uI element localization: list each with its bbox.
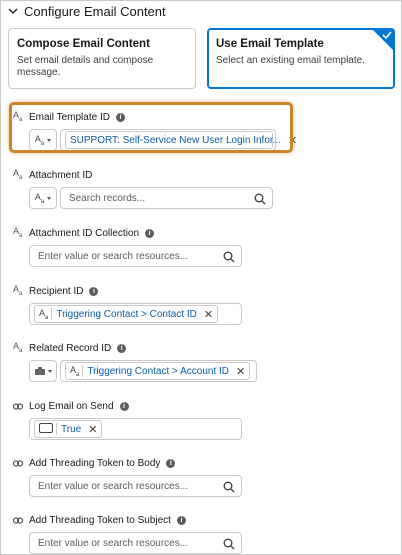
threading-subject-input[interactable]	[29, 532, 242, 554]
pill-label: Triggering Contact > Account ID	[87, 365, 230, 377]
field-label: Attachment ID	[29, 169, 93, 181]
value-pill[interactable]	[34, 420, 102, 438]
field-label: Add Threading Token to Subject	[29, 514, 171, 526]
use-template-card[interactable]	[207, 28, 395, 89]
compose-card-title: Compose Email Content	[17, 38, 150, 50]
resource-type-picker[interactable]	[29, 360, 57, 382]
field-attachment-id-collection	[13, 226, 393, 267]
compose-card-desc: Set email details and compose message.	[17, 55, 154, 78]
info-icon[interactable]: i	[117, 344, 126, 353]
info-icon[interactable]: i	[166, 459, 175, 468]
info-icon[interactable]: i	[89, 287, 98, 296]
section-title: Configure Email Content	[24, 3, 166, 19]
text-type-icon: $A_a$	[13, 341, 23, 354]
field-email-template-id	[13, 110, 393, 151]
field-log-email-on-send	[13, 399, 393, 440]
field-label: Related Record ID	[29, 342, 112, 354]
info-icon[interactable]: i	[145, 229, 154, 238]
boolean-type-icon	[13, 460, 23, 467]
boolean-type-icon	[13, 517, 23, 524]
threading-body-input[interactable]	[29, 475, 242, 497]
field-recipient-id	[13, 284, 393, 325]
search-icon	[223, 481, 235, 493]
field-label: Email Template ID	[29, 111, 110, 123]
compose-email-card[interactable]	[8, 28, 196, 89]
template-card-title: Use Email Template	[216, 38, 324, 50]
search-icon	[223, 251, 235, 263]
remove-icon[interactable]: ✕	[236, 365, 246, 378]
remove-icon[interactable]: ✕	[288, 134, 298, 147]
text-type-icon: $A_a$	[70, 365, 83, 378]
value-pill[interactable]	[65, 131, 298, 149]
email-template-input[interactable]	[60, 129, 298, 151]
log-email-input[interactable]	[29, 418, 242, 440]
boolean-type-icon	[13, 403, 23, 410]
placeholder-text: Enter value or search resources...	[38, 480, 189, 492]
info-icon[interactable]: i	[120, 402, 129, 411]
text-type-icon: $A_a$	[13, 284, 23, 297]
field-label: Log Email on Send	[29, 400, 114, 412]
related-record-input[interactable]	[60, 360, 257, 382]
info-icon[interactable]: i	[116, 113, 125, 122]
placeholder-text: Enter value or search resources...	[38, 250, 189, 262]
field-attachment-id	[13, 168, 393, 209]
field-label: Recipient ID	[29, 285, 84, 297]
field-threading-token-body	[13, 456, 393, 497]
placeholder-text: Search records...	[69, 192, 146, 204]
text-type-icon: $A_a$	[13, 226, 23, 239]
attachment-collection-input[interactable]	[29, 245, 242, 267]
placeholder-text: Enter value or search resources...	[38, 537, 189, 549]
resource-type-picker[interactable]: $A_a$	[29, 129, 57, 151]
template-card-desc: Select an existing email template.	[216, 55, 365, 66]
attachment-id-input[interactable]	[60, 187, 273, 209]
field-label: Attachment ID Collection	[29, 227, 140, 239]
text-type-icon: $A_a$	[13, 168, 23, 181]
chevron-down-icon	[8, 6, 18, 16]
field-related-record-id	[13, 341, 393, 382]
text-type-icon: $A_a$	[39, 308, 52, 321]
search-icon	[223, 538, 235, 550]
selected-check-icon	[372, 29, 394, 51]
info-icon[interactable]: i	[177, 516, 186, 525]
resource-type-picker[interactable]: $A_a$	[29, 187, 57, 209]
pill-label: Triggering Contact > Contact ID	[56, 308, 197, 320]
field-label: Add Threading Token to Body	[29, 457, 161, 469]
pill-label: SUPPORT: Self-Service New User Login Infor...	[70, 134, 282, 146]
remove-icon[interactable]: ✕	[203, 308, 214, 321]
recipient-id-input[interactable]	[29, 303, 242, 325]
value-pill[interactable]	[34, 305, 218, 323]
record-icon	[35, 367, 45, 375]
toggle-icon	[39, 423, 57, 435]
text-type-icon: $A_a$	[13, 110, 23, 123]
remove-icon[interactable]: ✕	[88, 423, 98, 436]
value-pill[interactable]	[65, 362, 250, 380]
pill-label: True	[61, 423, 82, 435]
section-header[interactable]	[8, 2, 166, 20]
search-icon	[254, 193, 266, 205]
field-threading-token-subject	[13, 513, 393, 554]
